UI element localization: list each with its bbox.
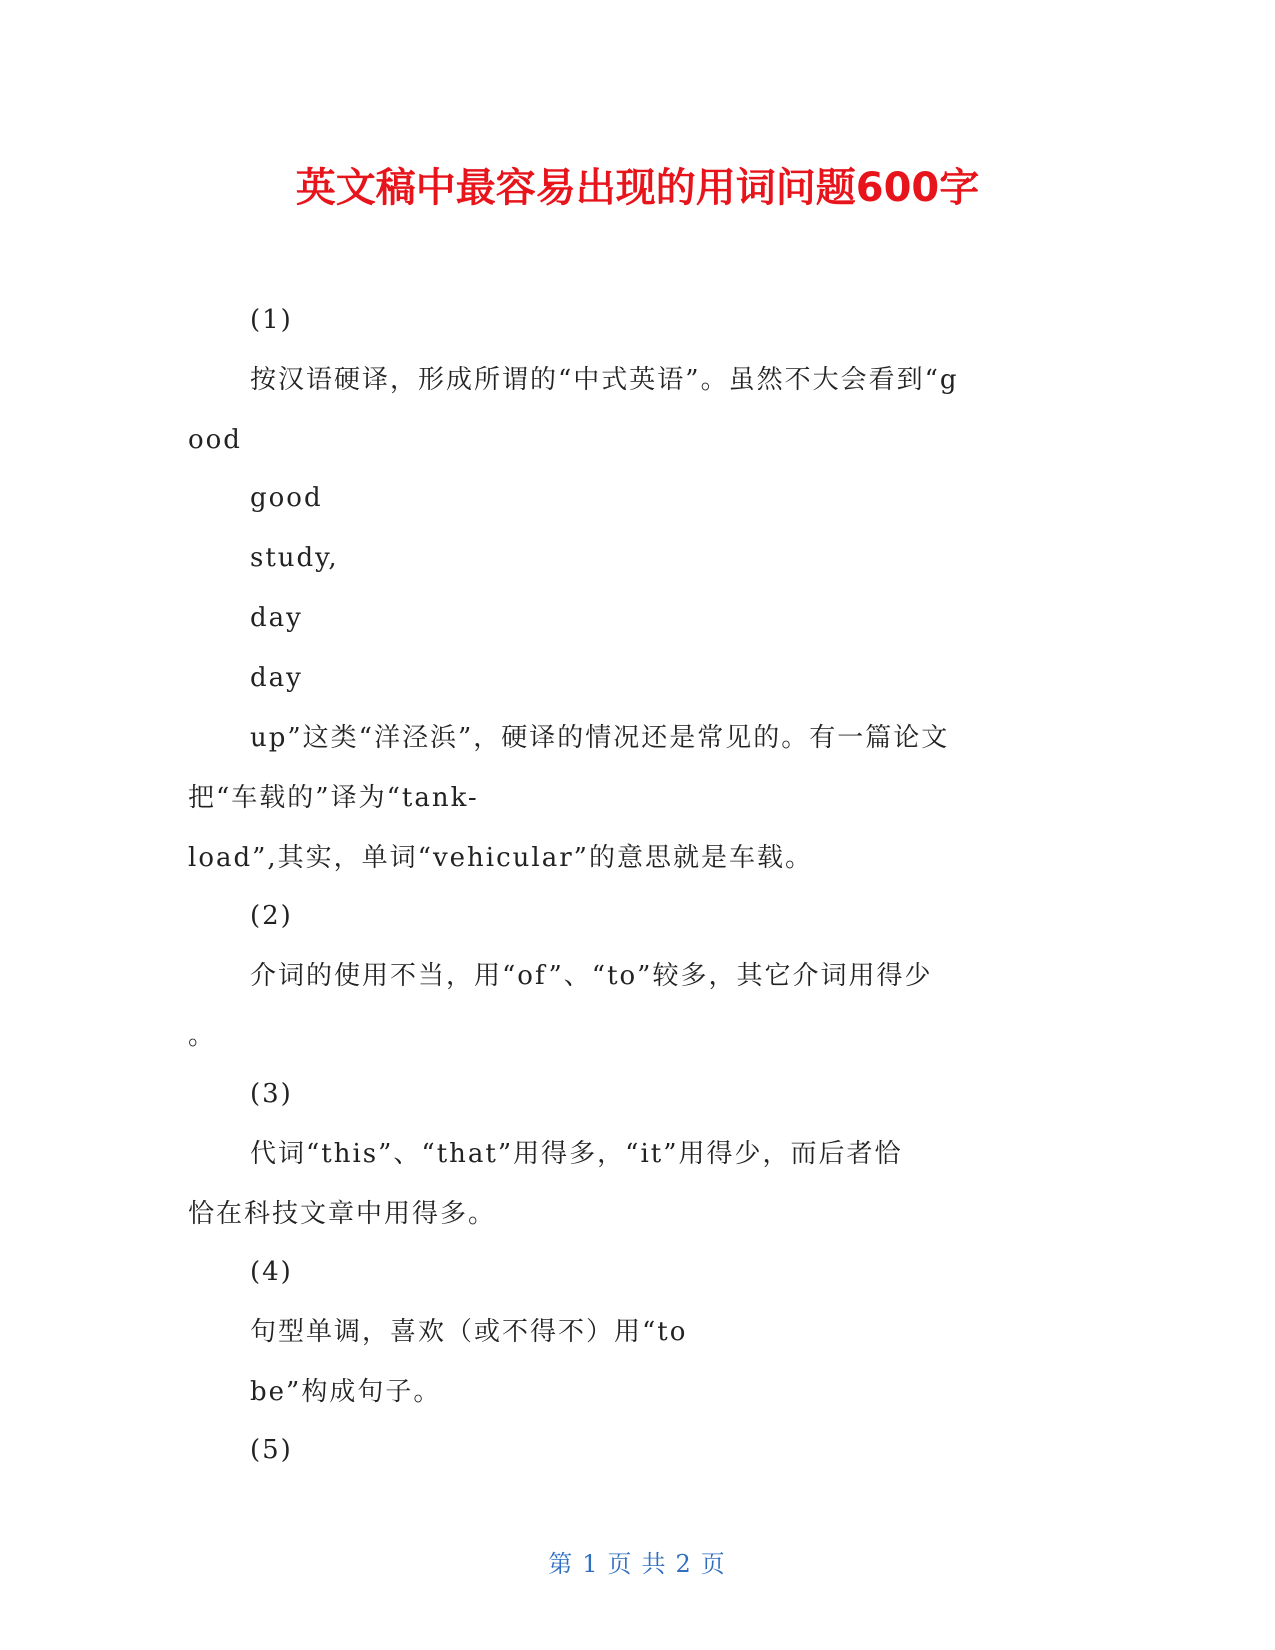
paragraph-text: load”,其实，单词“vehicular”的意思就是车载。 <box>188 843 813 873</box>
paragraph-number: (3) <box>250 1079 293 1109</box>
paragraph-number: (1) <box>250 305 293 335</box>
paragraph-text: 把“车载的”译为“tank- <box>188 783 479 813</box>
paragraph-text: 代词“this”、“that”用得多，“it”用得少，而后者恰 <box>250 1139 903 1169</box>
footer-total-prefix: 共 <box>641 1550 668 1578</box>
page-footer <box>0 1547 1275 1581</box>
document-title: 英文稿中最容易出现的用词问题600字 <box>295 165 980 211</box>
current-page-number: 1 <box>582 1550 600 1578</box>
paragraph-number: (2) <box>250 901 293 931</box>
paragraph-text: 。 <box>188 1021 217 1051</box>
paragraph-text: ood <box>188 425 242 455</box>
paragraph-text: good <box>250 483 323 513</box>
paragraph-text: 介词的使用不当，用“of”、“to”较多，其它介词用得少 <box>250 961 933 991</box>
paragraph-text: 恰在科技文章中用得多。 <box>188 1199 497 1229</box>
paragraph-text: be”构成句子。 <box>250 1377 442 1407</box>
paragraph-text: study, <box>250 543 339 573</box>
paragraph-number: (4) <box>250 1257 293 1287</box>
total-page-count: 2 <box>675 1550 693 1578</box>
paragraph-text: day <box>250 603 303 633</box>
paragraph-text: 按汉语硬译，形成所谓的“中式英语”。虽然不大会看到“g <box>250 365 959 395</box>
footer-page-word: 页 <box>607 1550 634 1578</box>
paragraph-text: 句型单调，喜欢（或不得不）用“to <box>250 1317 688 1347</box>
footer-prefix: 第 <box>548 1550 575 1578</box>
paragraph-text: up”这类“洋泾浜”，硬译的情况还是常见的。有一篇论文 <box>250 723 950 753</box>
footer-page-suffix: 页 <box>700 1550 727 1578</box>
paragraph-number: (5) <box>250 1435 293 1465</box>
paragraph-text: day <box>250 663 303 693</box>
